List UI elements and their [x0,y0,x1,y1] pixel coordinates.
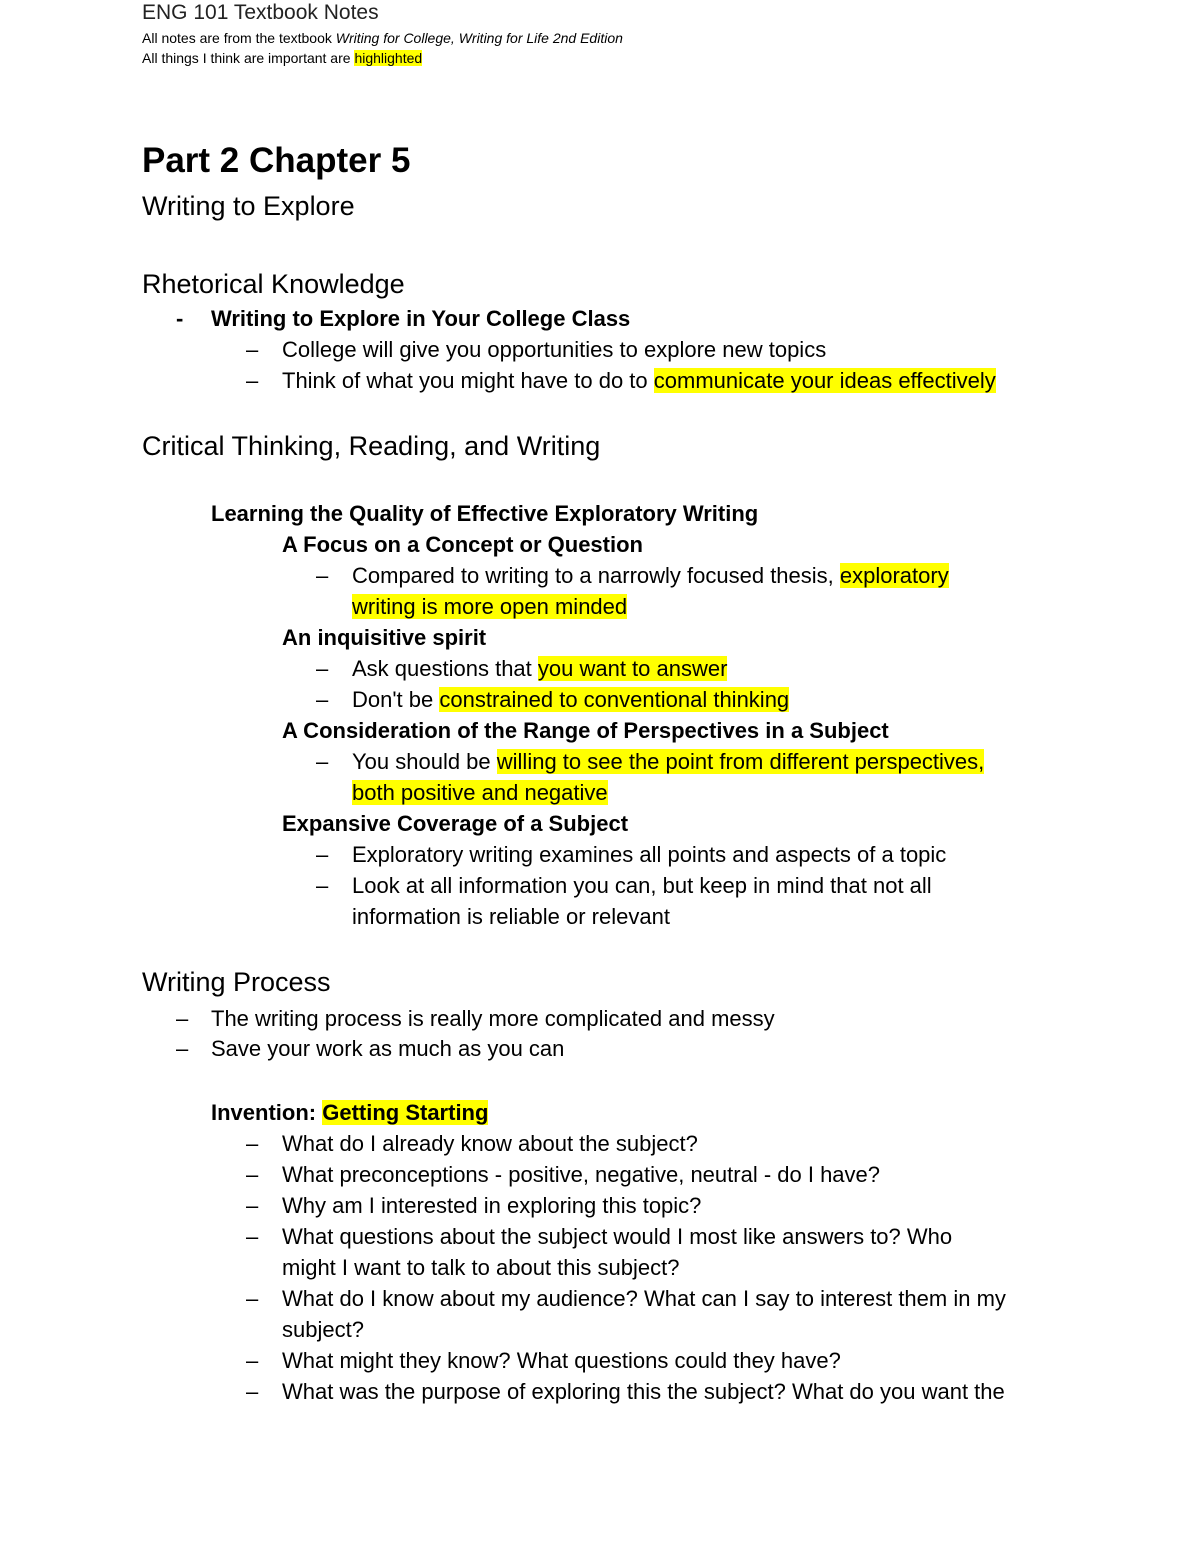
highlight-note-word: highlighted [354,50,423,66]
bullet-highlight: communicate your ideas effectively [653,368,996,393]
bullet-text: What was the purpose of exploring this the subject? What do you want the [282,1379,1005,1404]
list-item [246,1376,1005,1407]
highlight-note-prefix: All things I think are important are [142,50,355,66]
list-item [246,1128,698,1159]
bullet-dash: – [246,1193,259,1218]
source-book-title: Writing for College, Writing for Life 2nd Edition [335,30,623,46]
chapter-subtitle: Writing to Explore [142,191,355,221]
bullet-text: Compared to writing to a narrowly focused thesis, [352,563,840,588]
list-item [316,746,984,777]
source-note [142,28,623,48]
invention-label: Invention: [211,1100,323,1125]
bullet-dash: – [246,368,259,393]
bullet-dash: – [246,1348,259,1373]
list-item [246,1159,880,1190]
invention-heading [211,1097,488,1128]
bullet-text: What questions about the subject would I most like answers to? Who [282,1224,953,1249]
bullet-text: You should be [352,749,497,774]
bullet-dash: – [246,1286,259,1311]
bullet-dash: – [176,1036,189,1061]
list-item [246,1190,701,1221]
bullet-highlight: constrained to conventional thinking [439,687,790,712]
highlight-note [142,48,422,68]
bullet-dash: – [246,1131,259,1156]
list-item [176,1033,564,1064]
chapter-title: Part 2 Chapter 5 [142,141,411,180]
bullet-dash: - [176,306,184,331]
bullet-dash: – [246,1162,259,1187]
bullet-highlight: you want to answer [537,656,728,681]
bullet-continuation: might I want to talk to about this subject? [282,1255,680,1280]
bullet-text: What do I already know about the subject? [282,1131,698,1156]
subsection-focus-title: A Focus on a Concept or Question [282,532,643,557]
item-title: Writing to Explore in Your College Class [211,306,631,331]
list-item [316,870,932,901]
subsection-spirit-title: An inquisitive spirit [282,625,487,650]
list-item [316,684,789,715]
bullet-continuation [352,777,608,808]
list-item [246,1221,952,1252]
bullet-dash: – [316,656,329,681]
subheading-effective-writing: Learning the Quality of Effective Exploratory Writing [211,501,759,526]
bullet-text: Ask questions that [352,656,538,681]
bullet-highlight: writing is more open minded [352,594,628,619]
list-item [316,560,949,591]
bullet-dash: – [316,563,329,588]
bullet-text: College will give you opportunities to explore new topics [282,337,827,362]
bullet-highlight: exploratory [839,563,949,588]
bullet-text: What preconceptions - positive, negative, neutral - do I have? [282,1162,881,1187]
list-item [246,365,996,396]
bullet-text: Look at all information you can, but keep in mind that not all [352,873,932,898]
bullet-highlight: both positive and negative [352,780,608,805]
bullet-dash: – [246,337,259,362]
bullet-dash: – [316,749,329,774]
list-item [316,839,946,870]
bullet-text: Why am I interested in exploring this topic? [282,1193,702,1218]
subsection-coverage-title: Expansive Coverage of a Subject [282,811,629,836]
list-item [316,653,727,684]
bullet-continuation: information is reliable or relevant [352,904,670,929]
heading-critical-thinking: Critical Thinking, Reading, and Writing [142,431,601,461]
bullet-text: Exploratory writing examines all points and aspects of a topic [352,842,947,867]
bullet-text: What might they know? What questions could they have? [282,1348,841,1373]
list-item [246,1345,841,1376]
subsection-range-title: A Consideration of the Range of Perspectives in a Subject [282,718,889,743]
bullet-text: Think of what you might have to do to [282,368,654,393]
source-note-prefix: All notes are from the textbook [142,30,336,46]
list-item [246,1283,1006,1314]
bullet-continuation: subject? [282,1317,364,1342]
invention-highlight: Getting Starting [322,1100,489,1125]
doc-header-title: ENG 101 Textbook Notes [142,1,379,24]
bullet-text: What do I know about my audience? What can I say to interest them in my [282,1286,1006,1311]
bullet-dash: – [246,1379,259,1404]
bullet-text: The writing process is really more complicated and messy [211,1006,775,1031]
heading-rhetorical-knowledge: Rhetorical Knowledge [142,269,405,299]
list-item [176,303,630,334]
bullet-dash: – [316,873,329,898]
list-item [246,334,826,365]
bullet-continuation [352,591,627,622]
bullet-highlight: willing to see the point from different perspectives, [496,749,985,774]
bullet-dash: – [316,687,329,712]
bullet-dash: – [246,1224,259,1249]
list-item [176,1003,775,1034]
bullet-dash: – [176,1006,189,1031]
bullet-text: Don't be [352,687,440,712]
heading-writing-process: Writing Process [142,967,331,997]
bullet-text: Save your work as much as you can [211,1036,565,1061]
bullet-dash: – [316,842,329,867]
